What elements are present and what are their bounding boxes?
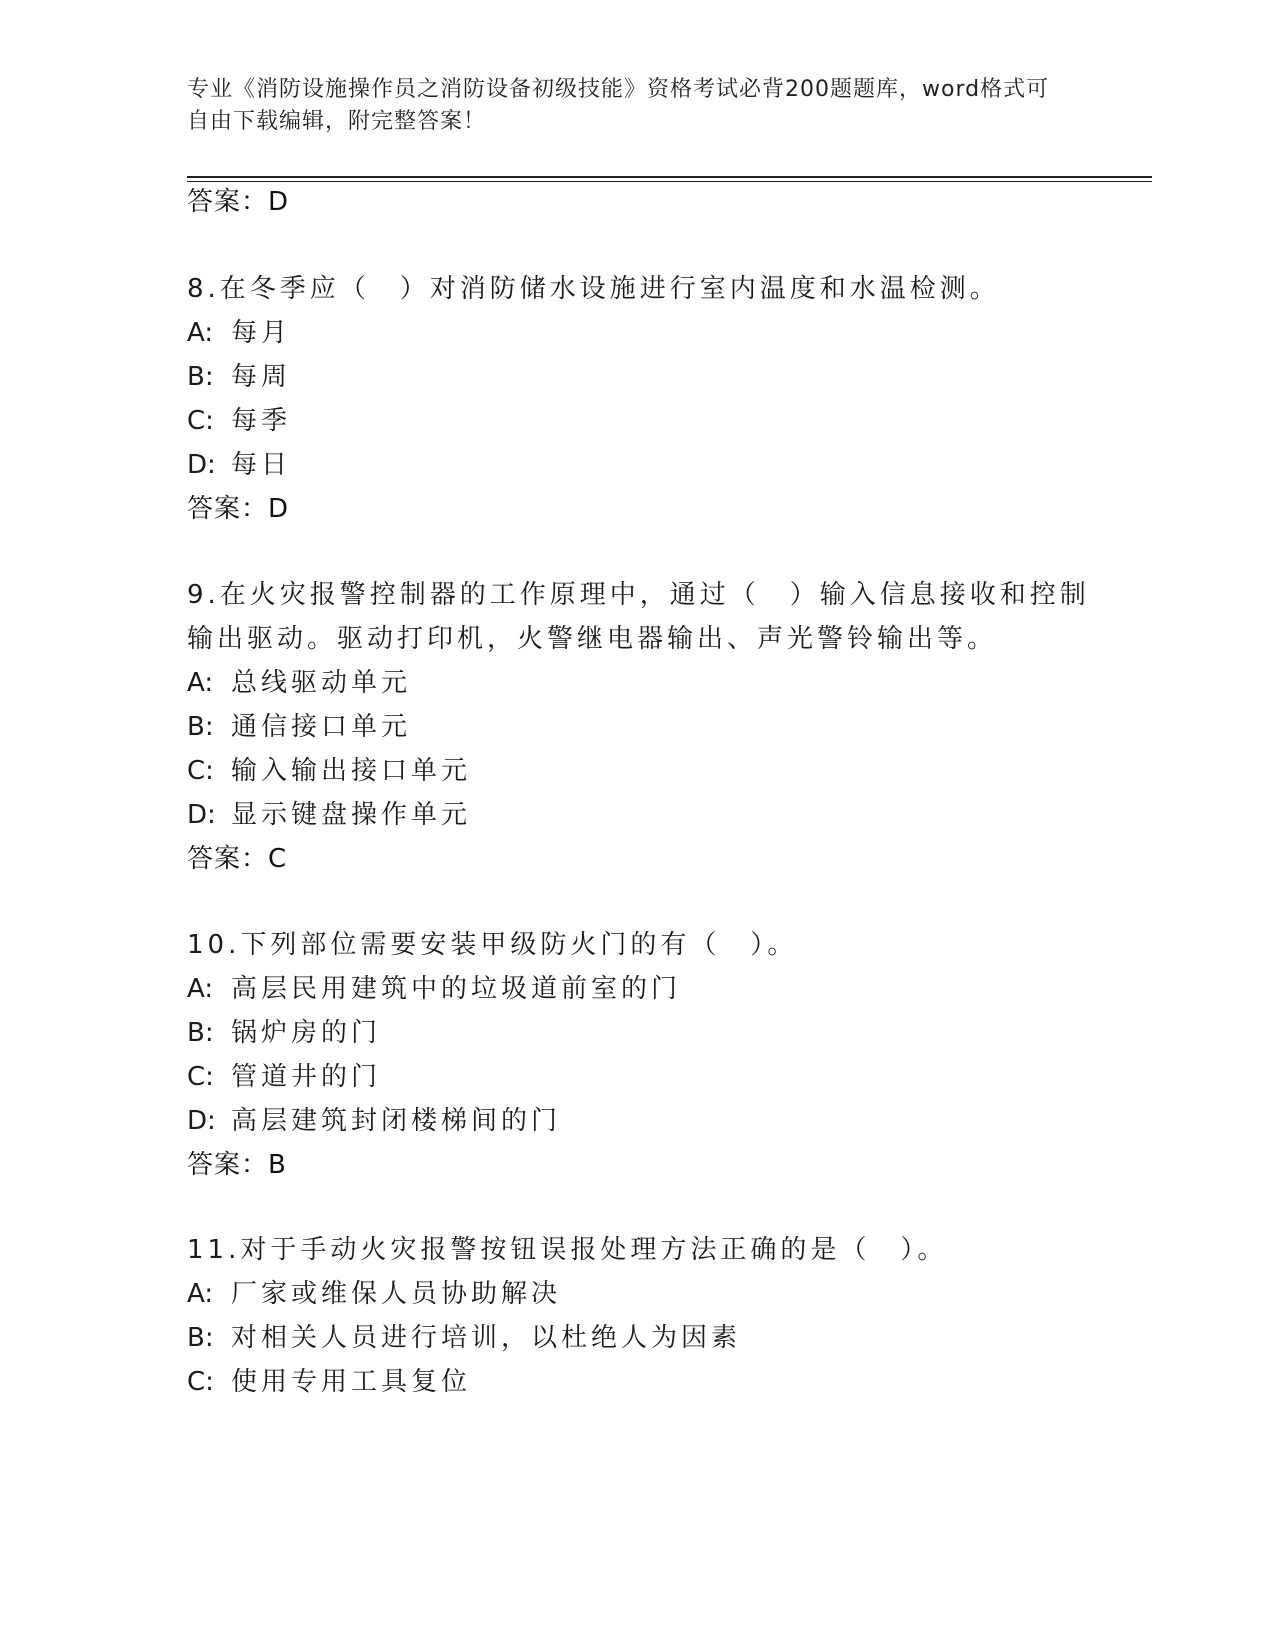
option-letter: A: xyxy=(187,974,214,1004)
option-item xyxy=(187,359,291,395)
option-letter: B: xyxy=(187,362,214,392)
option-letter: A: xyxy=(187,1279,214,1309)
option-letter: B: xyxy=(187,712,214,742)
option-text: 每季 xyxy=(231,406,292,436)
option-item xyxy=(187,753,471,789)
option-text: 高层建筑封闭楼梯间的门 xyxy=(231,1106,562,1136)
answer-line: 答案：D xyxy=(187,187,290,217)
document-header: 专业《消防设施操作员之消防设备初级技能》资格考试必背200题题库，word格式可自由下载编辑，附完整答案！ xyxy=(187,77,1050,134)
option-item xyxy=(187,797,471,833)
header-divider-thick xyxy=(187,176,1152,178)
option-letter: C: xyxy=(187,406,214,436)
answer-line: 答案：B xyxy=(187,1150,287,1180)
option-text: 厂家或维保人员协助解决 xyxy=(231,1279,562,1309)
question-stem: 10.下列部位需要安装甲级防火门的有（ ）。 xyxy=(187,930,798,960)
option-text: 每周 xyxy=(231,362,292,392)
option-item xyxy=(187,1364,471,1400)
option-letter: C: xyxy=(187,1367,214,1397)
option-item xyxy=(187,1015,381,1051)
answer-line: 答案：D xyxy=(187,494,290,524)
option-letter: A: xyxy=(187,668,214,698)
option-text: 显示键盘操作单元 xyxy=(231,800,472,830)
option-text: 每日 xyxy=(231,450,292,480)
option-item xyxy=(187,315,291,351)
option-item xyxy=(187,403,291,439)
option-text: 输入输出接口单元 xyxy=(231,756,472,786)
question-stem: 9.在火灾报警控制器的工作原理中，通过（ ）输入信息接收和控制 xyxy=(187,580,1090,610)
option-letter: A: xyxy=(187,318,214,348)
option-letter: D: xyxy=(187,800,216,830)
option-text: 管道井的门 xyxy=(231,1062,382,1092)
option-letter: C: xyxy=(187,756,214,786)
question-stem-continued: 输出驱动。驱动打印机，火警继电器输出、声光警铃输出等。 xyxy=(187,624,998,654)
question-stem: 11.对于手动火灾报警按钮误报处理方法正确的是（ ）。 xyxy=(187,1235,948,1265)
option-text: 总线驱动单元 xyxy=(231,668,412,698)
option-text: 每月 xyxy=(231,318,292,348)
option-item xyxy=(187,709,411,745)
option-letter: D: xyxy=(187,1106,216,1136)
option-item xyxy=(187,971,681,1007)
option-letter: B: xyxy=(187,1018,214,1048)
option-letter: D: xyxy=(187,450,216,480)
option-text: 对相关人员进行培训，以杜绝人为因素 xyxy=(231,1323,742,1353)
question-stem: 8.在冬季应（ ）对消防储水设施进行室内温度和水温检测。 xyxy=(187,274,1000,304)
option-text: 使用专用工具复位 xyxy=(231,1367,472,1397)
option-text: 高层民用建筑中的垃圾道前室的门 xyxy=(231,974,682,1004)
option-item xyxy=(187,1276,561,1312)
option-item xyxy=(187,447,291,483)
option-item xyxy=(187,665,411,701)
option-text: 通信接口单元 xyxy=(231,712,412,742)
header-divider-thin xyxy=(187,181,1152,182)
answer-line: 答案：C xyxy=(187,844,288,874)
option-text: 锅炉房的门 xyxy=(231,1018,382,1048)
option-item xyxy=(187,1320,741,1356)
option-letter: C: xyxy=(187,1062,214,1092)
option-item xyxy=(187,1103,561,1139)
option-item xyxy=(187,1059,381,1095)
option-letter: B: xyxy=(187,1323,214,1353)
